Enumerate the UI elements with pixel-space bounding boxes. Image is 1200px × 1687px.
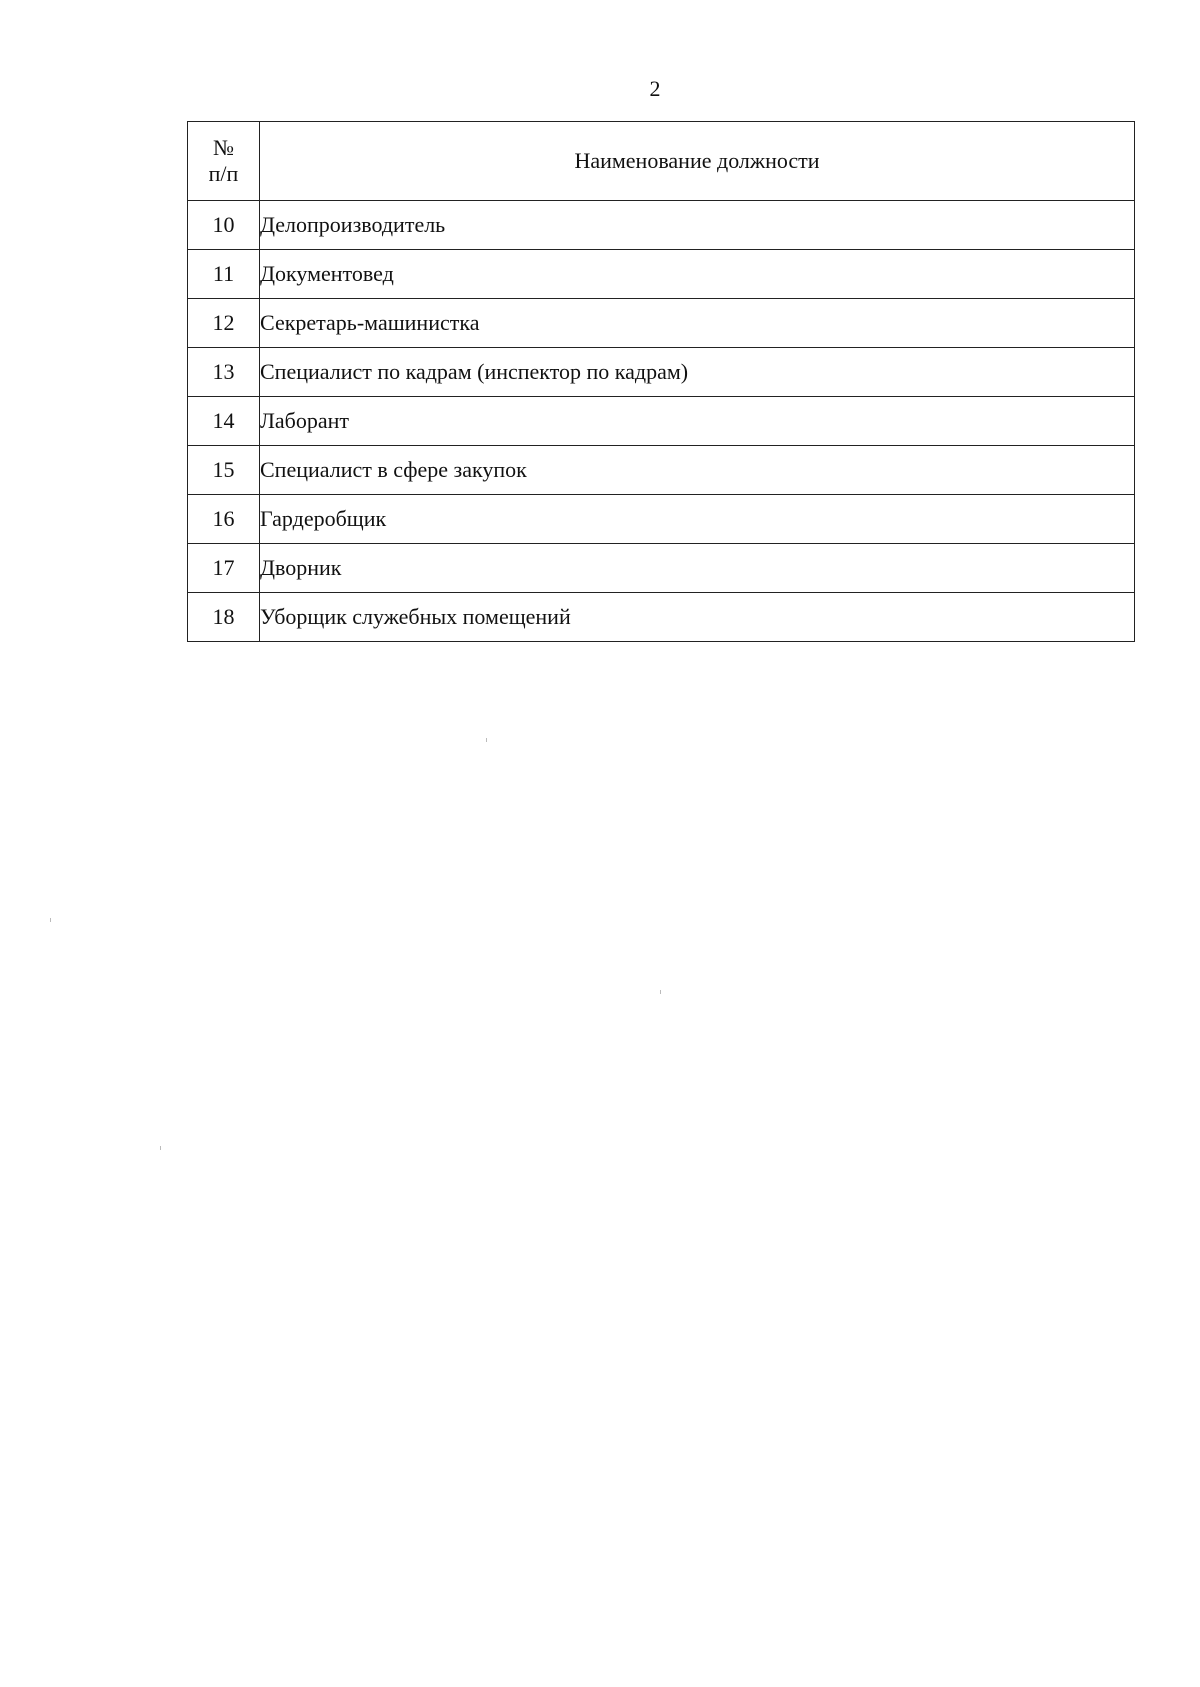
row-position-name: Уборщик служебных помещений — [260, 593, 1135, 642]
row-position-name: Дворник — [260, 544, 1135, 593]
page-number: 2 — [649, 76, 661, 101]
header-name-cell: Наименование должности — [260, 122, 1135, 201]
table-row — [188, 299, 1135, 348]
row-position-name: Специалист в сфере закупок — [260, 446, 1135, 495]
scan-speck — [50, 918, 51, 922]
row-position-name: Гардеробщик — [260, 495, 1135, 544]
header-number-cell — [188, 122, 260, 201]
table-row — [188, 593, 1135, 642]
scan-speck — [160, 1146, 161, 1150]
row-number: 17 — [188, 544, 260, 593]
row-position-name: Лаборант — [260, 397, 1135, 446]
row-number: 18 — [188, 593, 260, 642]
row-number: 10 — [188, 201, 260, 250]
header-number-abbr: п/п — [208, 161, 239, 186]
header-number-symbol: № — [213, 135, 234, 160]
row-position-name: Документовед — [260, 250, 1135, 299]
positions-table — [187, 121, 1135, 642]
scan-speck — [486, 738, 487, 742]
row-position-name: Делопроизводитель — [260, 201, 1135, 250]
table-row — [188, 201, 1135, 250]
row-number: 14 — [188, 397, 260, 446]
row-number: 16 — [188, 495, 260, 544]
table-header-row — [188, 122, 1135, 201]
row-number: 15 — [188, 446, 260, 495]
table-row — [188, 397, 1135, 446]
table-row — [188, 348, 1135, 397]
table-row — [188, 250, 1135, 299]
row-number: 11 — [188, 250, 260, 299]
row-number: 12 — [188, 299, 260, 348]
table-row — [188, 544, 1135, 593]
table-row — [188, 446, 1135, 495]
row-position-name: Специалист по кадрам (инспектор по кадрам) — [260, 348, 1135, 397]
scan-speck — [660, 990, 661, 994]
table-row — [188, 495, 1135, 544]
row-position-name: Секретарь-машинистка — [260, 299, 1135, 348]
row-number: 13 — [188, 348, 260, 397]
